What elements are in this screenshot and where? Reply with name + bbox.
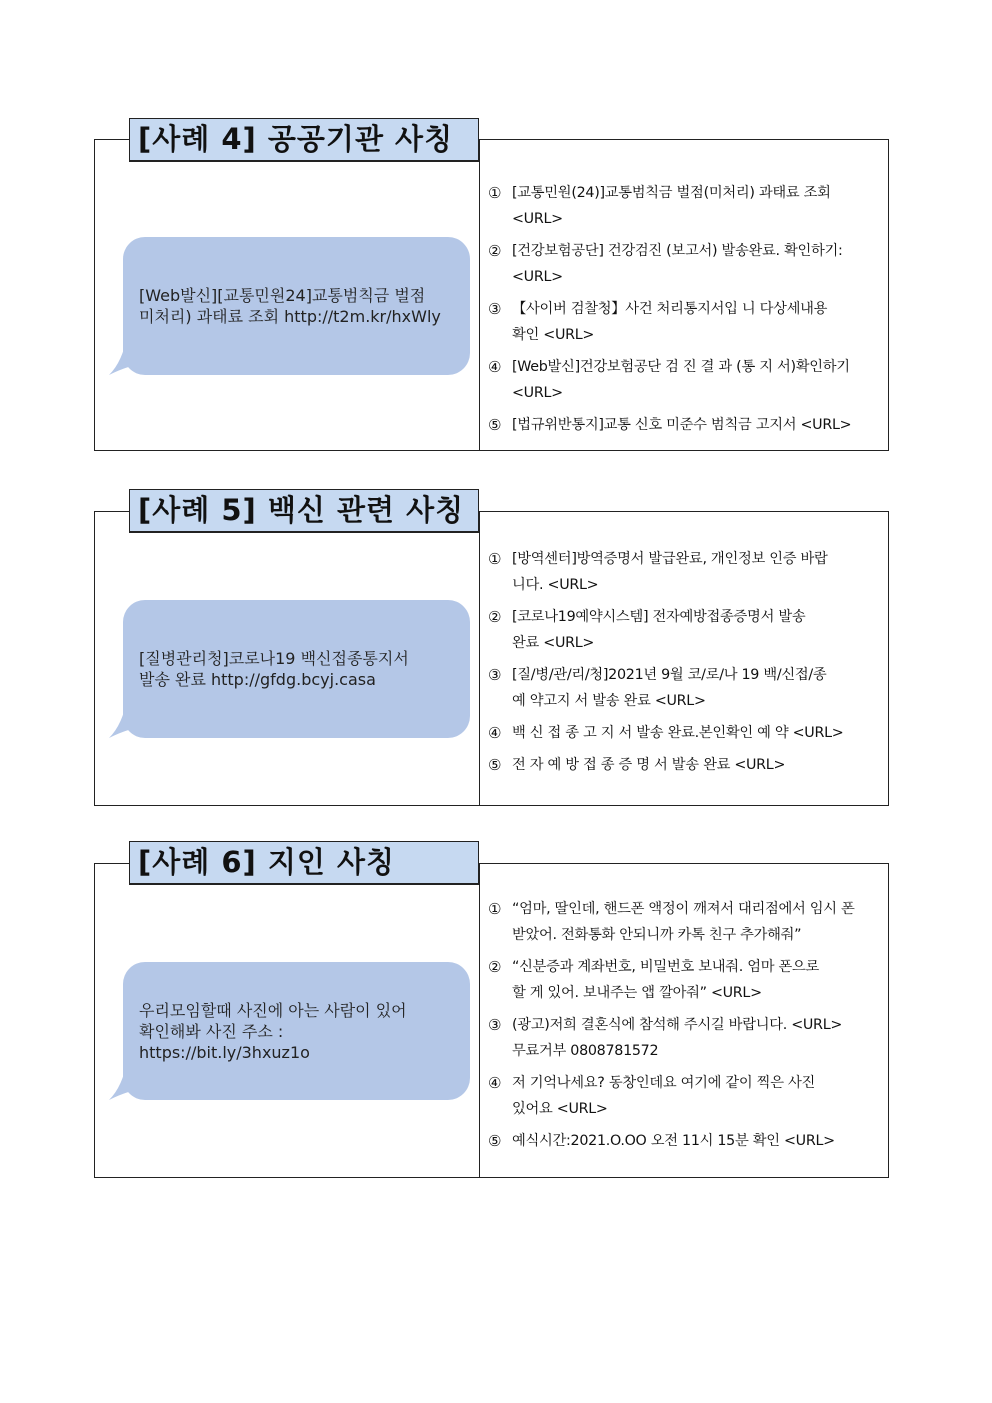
case-6-title: [사례 6] 지인 사칭 bbox=[129, 841, 479, 885]
case-6-section bbox=[94, 841, 889, 1178]
case-6-message-cell bbox=[95, 864, 480, 1177]
case-4-section bbox=[94, 118, 889, 451]
case-5-item-4: ④ 백 신 접 종 고 지 서 발송 완료.본인확인 예 약 <URL> bbox=[488, 724, 844, 742]
case-4-examples bbox=[480, 140, 888, 450]
case-5-table bbox=[94, 511, 889, 806]
case-6-message-bubble bbox=[107, 962, 471, 1102]
case-5-message-text: [질병관리청]코로나19 백신접종통지서 발송 완료 http://gfdg.bcyj.casa bbox=[123, 600, 470, 738]
case-4-item-4: ④ [Web발신]건강보험공단 검 진 결 과 (통 지 서)확인하기 <URL> bbox=[488, 358, 850, 401]
case-5-section bbox=[94, 489, 889, 806]
case-4-item-2: ② [건강보험공단] 건강검진 (보고서) 발송완료. 확인하기: <URL> bbox=[488, 242, 843, 285]
case-6-table bbox=[94, 863, 889, 1178]
case-4-message-text: [Web발신][교통민원24]교통범칙금 벌점 미처리) 과태료 조회 http://t2m.kr/hxWly bbox=[123, 237, 470, 375]
case-6-message-text: 우리모임할때 사진에 아는 사람이 있어 확인해봐 사진 주소 : https://bit.ly/3hxuz1o bbox=[123, 962, 470, 1100]
case-4-item-5: ⑤ [법규위반통지]교통 신호 미준수 범칙금 고지서 <URL> bbox=[488, 416, 852, 434]
case-5-item-1: ① [방역센터]방역증명서 발급완료, 개인정보 인증 바랍 니다. <URL> bbox=[488, 550, 828, 593]
case-4-item-3: ③ 【사이버 검찰청】사건 처리통지서입 니 다상세내용 확인 <URL> bbox=[488, 300, 828, 343]
case-4-item-1: ① [교통민원(24)]교통범칙금 벌점(미처리) 과태료 조회 <URL> bbox=[488, 184, 831, 227]
case-5-examples bbox=[480, 512, 888, 805]
case-6-examples bbox=[480, 864, 888, 1177]
case-5-item-5: ⑤ 전 자 예 방 접 종 증 명 서 발송 완료 <URL> bbox=[488, 756, 786, 774]
case-5-title: [사례 5] 백신 관련 사칭 bbox=[129, 489, 479, 533]
case-5-message-bubble bbox=[107, 600, 471, 740]
case-4-table bbox=[94, 139, 889, 451]
case-5-message-cell bbox=[95, 512, 480, 805]
case-5-item-2: ② [코로나19예약시스템] 전자예방접종증명서 발송 완료 <URL> bbox=[488, 608, 806, 651]
case-4-message-bubble bbox=[107, 237, 471, 377]
case-6-item-3: ③ (광고)저희 결혼식에 참석해 주시길 바랍니다. <URL> 무료거부 0808781572 bbox=[488, 1016, 843, 1059]
case-6-item-2: ② “신분증과 계좌번호, 비밀번호 보내줘. 엄마 폰으로 할 게 있어. 보내주는 앱 깔아줘” <URL> bbox=[488, 958, 820, 1001]
case-6-item-5: ⑤ 예식시간:2021.O.OO 오전 11시 15분 확인 <URL> bbox=[488, 1132, 835, 1150]
case-6-item-1: ① “엄마, 딸인데, 핸드폰 액정이 깨져서 대리점에서 임시 폰 받았어. 전화통화 안되니까 카톡 친구 추가해줘” bbox=[488, 900, 855, 943]
case-4-title: [사례 4] 공공기관 사칭 bbox=[129, 118, 479, 162]
case-4-message-cell bbox=[95, 140, 480, 450]
case-5-item-3: ③ [질/병/관/리/청]2021년 9월 코/로/나 19 백/신접/종 예 약고지 서 발송 완료 <URL> bbox=[488, 666, 827, 709]
case-6-item-4: ④ 저 기억나세요? 동창인데요 여기에 같이 찍은 사진 있어요 <URL> bbox=[488, 1074, 815, 1117]
